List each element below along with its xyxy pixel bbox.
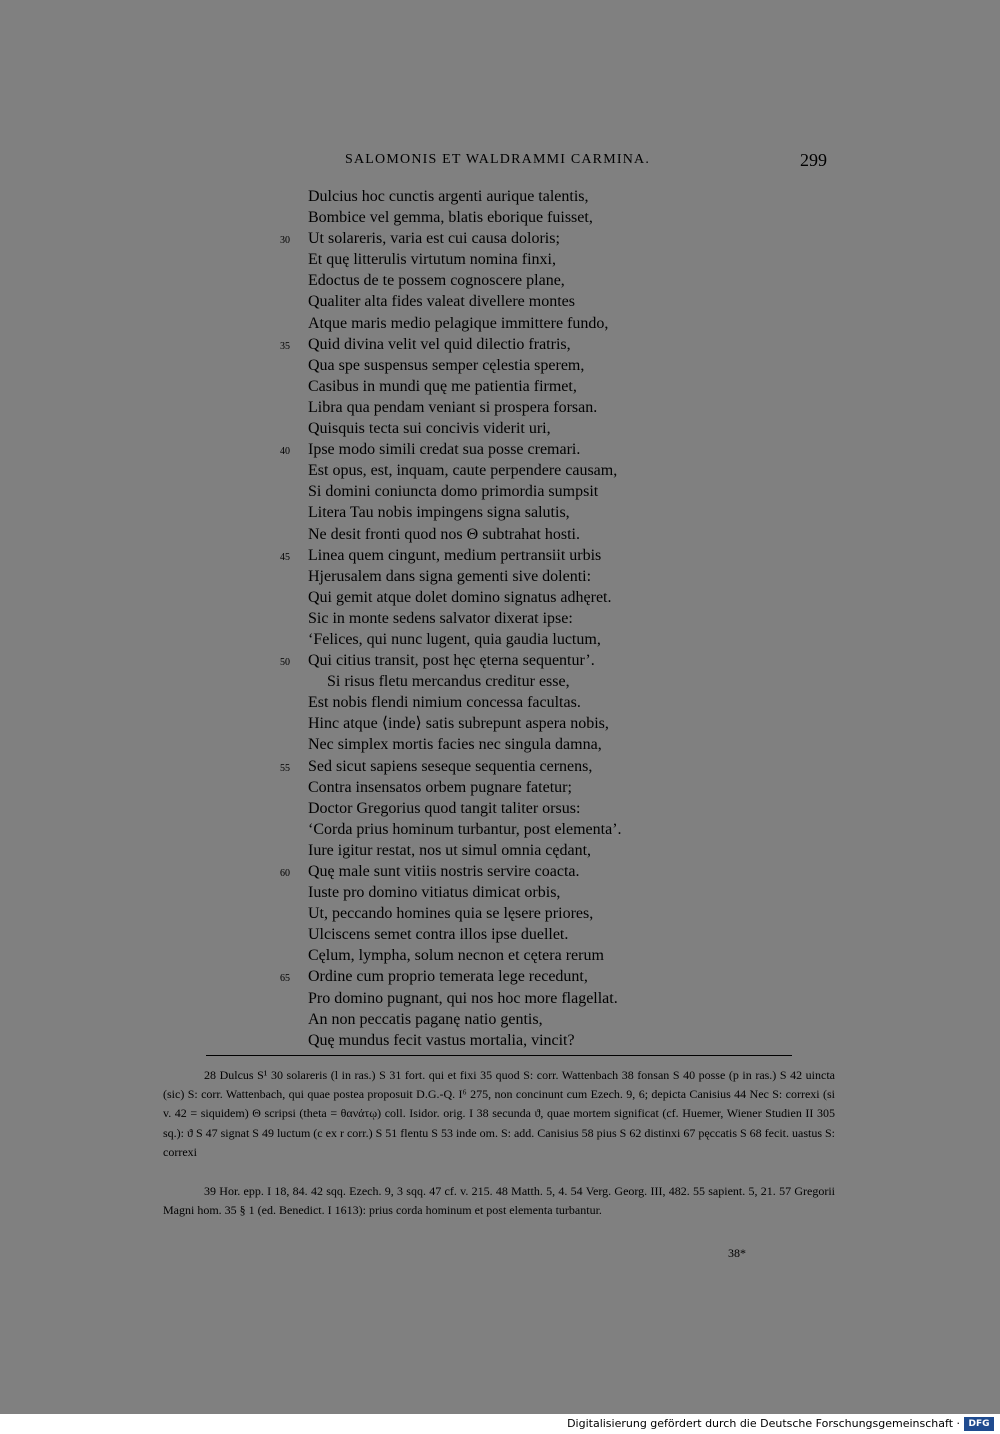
verse-text: Contra insensatos orbem pugnare fatetur; xyxy=(308,778,572,796)
verse-text: Atque maris medio pelagique immittere fundo, xyxy=(308,314,609,332)
line-number: 50 xyxy=(280,657,290,669)
verse-text: Si domini coniuncta domo primordia sumpsit xyxy=(308,483,599,501)
verse-text: Quę male sunt vitiis nostris servire coacta. xyxy=(308,863,580,880)
verse-line xyxy=(308,798,728,819)
verse-line xyxy=(308,249,728,270)
line-number: 55 xyxy=(280,762,290,774)
source-notes: 39 Hor. epp. I 18, 84. 42 sqq. Ezech. 9, 3 sqq. 47 cf. v. 215. 48 Matth. 5, 4. 54 Verg. Georg. III, 482. 55 sapient. 5, 21. 57 Gregorii Magni hom. 35 § 1 (ed. Benedict. I 1613): prius corda hominum et post elementa turbantur. xyxy=(163,1184,835,1218)
page-number: 299 xyxy=(800,150,827,170)
verse-text: Quisquis tecta sui concivis viderit uri, xyxy=(308,420,551,438)
verse-line xyxy=(308,566,728,587)
line-number: 60 xyxy=(280,868,290,879)
verse-text: Qualiter alta fides valeat divellere montes xyxy=(308,293,575,311)
signature-mark: 38* xyxy=(728,1246,746,1260)
verse-text: Hinc atque ⟨inde⟩ satis subrepunt aspera nobis, xyxy=(308,715,609,733)
verse-line xyxy=(308,988,728,1009)
verse-text: Sed sicut sapiens seseque sequentia cernens, xyxy=(308,757,593,775)
verse-line xyxy=(308,1009,728,1030)
verse-line xyxy=(280,545,728,566)
dfg-logo: DFG xyxy=(964,1417,994,1431)
verse-line xyxy=(308,734,728,755)
verse-line xyxy=(308,945,728,966)
verse-line xyxy=(308,1030,728,1051)
verse-text: Quid divina velit vel quid dilectio fratris, xyxy=(308,335,571,353)
verse-text: Ulciscens semet contra illos ipse duellet. xyxy=(308,926,569,944)
verse-line xyxy=(308,882,728,903)
verse-line xyxy=(280,756,728,777)
verse-text: Pro domino pugnant, qui nos hoc more flagellat. xyxy=(308,989,618,1007)
verse-line xyxy=(308,291,728,312)
verse-text: Ne desit fronti quod nos Θ subtrahat hosti. xyxy=(308,525,580,543)
verse-line xyxy=(308,524,728,545)
line-number: 35 xyxy=(280,340,290,352)
verse-line xyxy=(308,186,728,207)
verse-text: Linea quem cingunt, medium pertransiit urbis xyxy=(308,546,602,564)
verse-text: ‘Felices, qui nunc lugent, quia gaudia luctum, xyxy=(308,630,601,648)
verse-text: Qui gemit atque dolet domino signatus adhęret. xyxy=(308,588,612,606)
verse-line xyxy=(308,840,728,861)
critical-apparatus: 28 Dulcus S¹ 30 solareris (l in ras.) S 31 fort. qui et fixi 35 quod S: corr. Wattenbach 38 fonsan S 40 posse (p in ras.) S 42 uincta (sic) S: corr. Wattenbach, qui quae postea proposuit D.G.-Q. I⁶ 275, non concinunt cum Ezech. 9, 6; depicta Canisius 44 Nec S: correxi (si v. 42 = siquidem) Θ scripsi (theta = θανάτῳ) coll. Isidor. orig. I 38 secunda ϑ, quae mortem significat (cf. Huemer, Wiener Studien II 305 sq.): ϑ S 47 signat S 49 luctum (c ex r corr.) S 51 flentu S 53 inde om. S: add. Canisius 58 pius S 62 distinxi 67 pęccatis S 68 fecit. uastus S: correxi xyxy=(163,1068,835,1159)
verse-text: Edoctus de te possem cognoscere plane, xyxy=(308,272,565,290)
funding-notice: Digitalisierung gefördert durch die Deutsche Forschungsgemeinschaft · xyxy=(567,1417,960,1430)
verse-text: Ut solareris, varia est cui causa doloris; xyxy=(308,230,560,248)
poem-text xyxy=(280,186,728,1051)
verse-line xyxy=(308,397,728,418)
verse-text: Quę mundus fecit vastus mortalia, vincit? xyxy=(308,1031,575,1049)
verse-line xyxy=(308,481,728,502)
verse-line xyxy=(280,228,728,249)
verse-text: Casibus in mundi quę me patientia firmet, xyxy=(308,377,577,395)
verse-text: Qui citius transit, post hęc ęterna sequentur’. xyxy=(308,652,595,670)
verse-line xyxy=(308,629,728,650)
verse-text: Est opus, est, inquam, caute perpendere causam, xyxy=(308,462,618,480)
page-header xyxy=(0,152,1000,174)
verse-line xyxy=(280,861,728,882)
verse-line xyxy=(308,376,728,397)
verse-line xyxy=(280,439,728,460)
verse-text: Iure igitur restat, nos ut simul omnia cędant, xyxy=(308,841,592,859)
verse-text: Ordine cum proprio temerata lege recedunt, xyxy=(308,968,588,986)
verse-line xyxy=(308,671,728,692)
footnote-rule xyxy=(206,1055,792,1056)
verse-text: Bombice vel gemma, blatis eborique fuisset, xyxy=(308,209,593,227)
verse-text: Nec simplex mortis facies nec singula damna, xyxy=(308,736,602,754)
verse-line xyxy=(308,502,728,523)
verse-line xyxy=(308,924,728,945)
verse-line xyxy=(308,608,728,629)
verse-line xyxy=(308,692,728,713)
verse-text: Cęlum, lympha, solum necnon et cętera rerum xyxy=(308,947,604,965)
digitization-footer xyxy=(0,1414,1000,1434)
verse-line xyxy=(280,334,728,355)
verse-line xyxy=(308,777,728,798)
verse-text: Hjerusalem dans signa gementi sive dolenti: xyxy=(308,567,592,585)
verse-line xyxy=(308,207,728,228)
verse-line xyxy=(308,460,728,481)
line-number: 40 xyxy=(280,446,290,458)
verse-text: Doctor Gregorius quod tangit taliter orsus: xyxy=(308,799,581,817)
verse-line xyxy=(308,313,728,334)
verse-text: Litera Tau nobis impingens signa salutis, xyxy=(308,504,570,522)
verse-text: Qua spe suspensus semper cęlestia sperem, xyxy=(308,356,585,374)
verse-text: Et quę litterulis virtutum nomina finxi, xyxy=(308,251,556,269)
verse-line xyxy=(308,418,728,439)
verse-text: Ipse modo simili credat sua posse cremari. xyxy=(308,441,581,459)
line-number: 65 xyxy=(280,973,290,985)
verse-text: ‘Corda prius hominum turbantur, post elementa’. xyxy=(308,820,622,838)
verse-text: Dulcius hoc cunctis argenti aurique talentis, xyxy=(308,188,589,205)
verse-line xyxy=(308,587,728,608)
line-number: 45 xyxy=(280,551,290,563)
verse-text: Est nobis flendi nimium concessa facultas. xyxy=(308,694,581,712)
verse-text: An non peccatis paganę natio gentis, xyxy=(308,1010,543,1028)
verse-text: Ut, peccando homines quia se lęsere priores, xyxy=(308,905,594,923)
verse-text: Sic in monte sedens salvator dixerat ipse: xyxy=(308,609,573,627)
verse-text: Libra qua pendam veniant si prospera forsan. xyxy=(308,398,598,416)
verse-line xyxy=(308,819,728,840)
running-head: SALOMONIS ET WALDRAMMI CARMINA. xyxy=(345,152,651,167)
line-number: 30 xyxy=(280,235,290,247)
verse-line xyxy=(308,355,728,376)
verse-line xyxy=(308,270,728,291)
verse-line xyxy=(280,966,728,987)
verse-text: Si risus fletu mercandus creditur esse, xyxy=(327,673,570,691)
verse-text: Iuste pro domino vitiatus dimicat orbis, xyxy=(308,884,561,902)
verse-line xyxy=(308,713,728,734)
verse-line xyxy=(280,650,728,671)
verse-line xyxy=(308,903,728,924)
